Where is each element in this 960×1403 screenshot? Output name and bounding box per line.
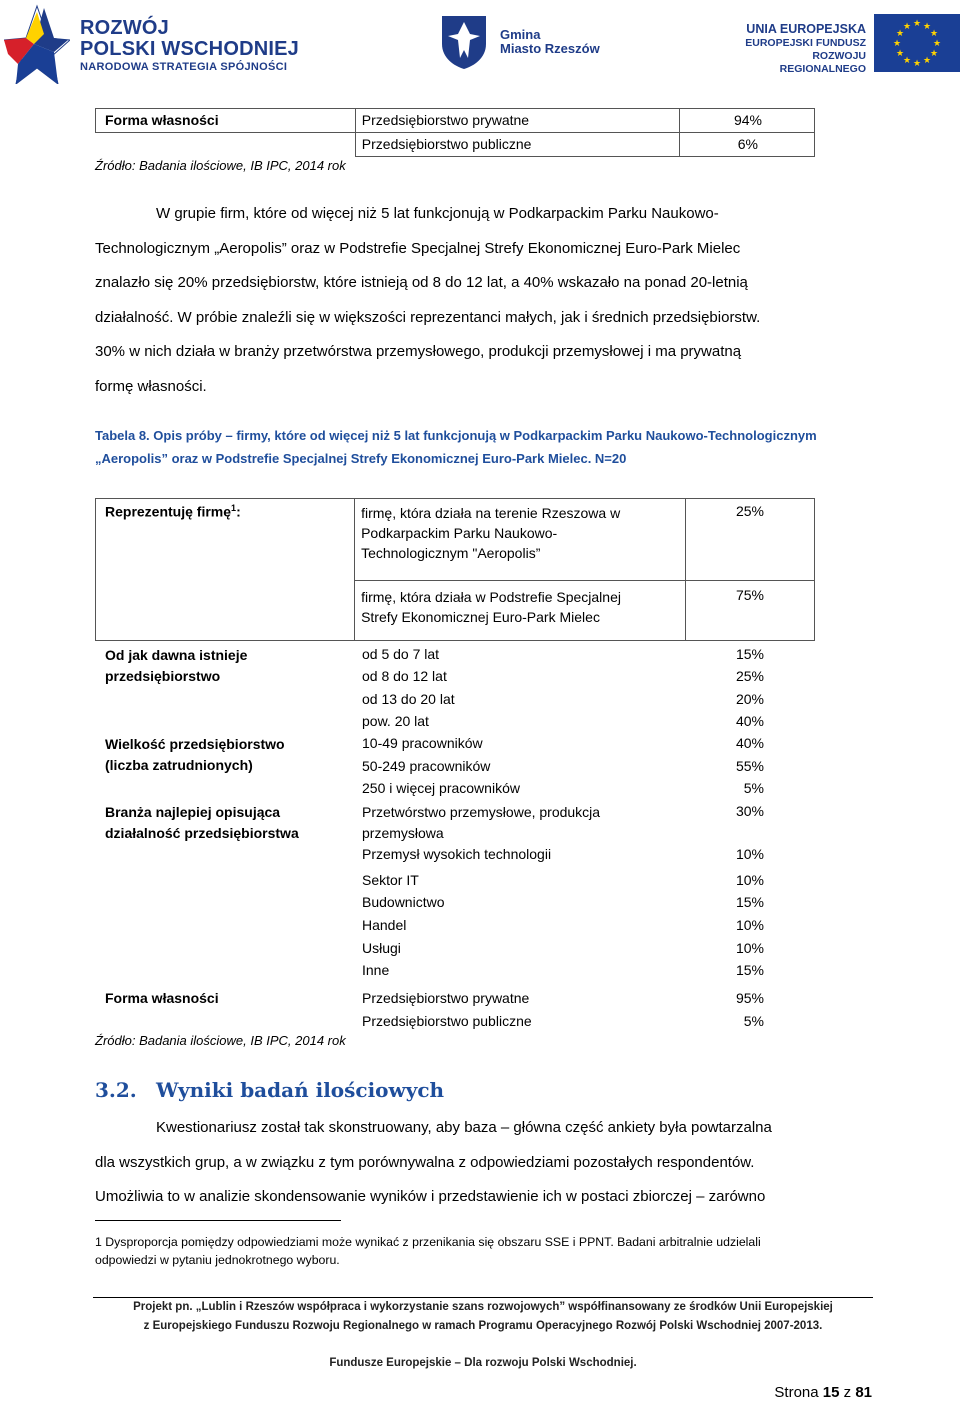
section-title: Wyniki badań ilościowych (156, 1078, 445, 1102)
represent-value: 75% (686, 581, 815, 641)
eu-logo (720, 14, 960, 74)
option-line: przemysłowa (362, 825, 444, 841)
caption-line: „Aeropolis” oraz w Podstrefie Specjalnej Strefy Ekonomicznej Euro-Park Mielec. N=20 (95, 451, 627, 466)
paragraph-line: znalazło się 20% przedsiębiorstw, które istnieją od 8 do 12 lat, a 40% wskazało na ponad 20-letnią (95, 274, 748, 291)
star-logo-icon (4, 2, 70, 84)
paragraph-line: Umożliwia to w analizie skondensowanie wyników i przedstawienie ich w postaci zbiorczej – zarówno (95, 1188, 766, 1205)
page-total: 81 (855, 1384, 872, 1401)
option-line: firmę, która działa na terenie Rzeszowa w (361, 505, 621, 521)
size-value: 55% (735, 758, 764, 774)
svg-text:★: ★ (895, 29, 905, 39)
ownership-option: Przedsiębiorstwo publiczne (362, 1013, 532, 1029)
coat-of-arms-icon (440, 14, 488, 70)
industry-option (362, 802, 600, 844)
footnote-separator (95, 1220, 341, 1221)
logo-right-line3: ROZWOJU REGIONALNEGO (779, 50, 866, 75)
footnote-ref: 1 (231, 503, 237, 513)
ownership-option: Przedsiębiorstwo prywatne (355, 109, 679, 133)
age-value: 25% (735, 668, 764, 684)
logo-mid-line1: Gmina (500, 27, 541, 42)
body-paragraph (95, 1111, 871, 1215)
svg-text:★: ★ (929, 49, 939, 59)
svg-text:★: ★ (932, 39, 942, 49)
industry-option: Przemysł wysokich technologii (362, 846, 552, 862)
paragraph-line: dla wszystkich grup, a w związku z tym porównywalna z odpowiedziami pozostałych respondentów. (95, 1153, 755, 1171)
industry-option: Handel (362, 917, 407, 933)
age-value: 40% (735, 713, 764, 729)
logo-right-text (728, 22, 866, 76)
represent-label-cell (96, 499, 355, 641)
ownership-label: Forma własności (105, 990, 219, 1006)
ownership-label: Forma własności (96, 109, 356, 133)
footnote-text: Dysproporcja pomiędzy odpowiedziami może wynikać z przenikania się obszaru SSE i PPNT. Badani arbitralnie udzielali (101, 1235, 761, 1249)
svg-text:★: ★ (912, 59, 922, 69)
body-paragraph (95, 197, 871, 404)
svg-text:★: ★ (902, 56, 912, 66)
industry-option: Usługi (362, 940, 401, 956)
logo-mid-text (500, 28, 600, 56)
source-note: Źródło: Badania ilościowe, IB IPC, 2014 rok (95, 1033, 346, 1048)
page-number (774, 1384, 872, 1401)
paragraph-line: działalność. W próbie znaleźli się w większości reprezentanci małych, jak i średnich przedsiębiorstw. (95, 308, 761, 326)
logo-mid-line2: Miasto Rzeszów (500, 41, 600, 56)
paragraph-line: Kwestionariusz został tak skonstruowany, aby baza – główna część ankiety była powtarzalna (156, 1119, 772, 1136)
footer-slogan: Fundusze Europejskie – Dla rozwoju Polski Wschodniej. (329, 1357, 637, 1369)
industry-value: 10% (735, 846, 764, 862)
logo-right-line1: UNIA EUROPEJSKA (746, 22, 866, 36)
table-caption (95, 424, 871, 470)
svg-text:★: ★ (922, 22, 932, 32)
logo-right-line2: EUROPEJSKI FUNDUSZ (745, 37, 866, 49)
section-heading (95, 1078, 444, 1102)
size-option: 10-49 pracowników (362, 735, 483, 751)
age-option: od 8 do 12 lat (362, 668, 447, 684)
represent-table (95, 498, 815, 641)
label-line: (liczba zatrudnionych) (105, 757, 253, 773)
footer-project-line1: Projekt pn. „Lublin i Rzeszów współpraca i wykorzystanie szans rozwojowych” współfinansowany ze środków Unii Europejskiej (133, 1301, 833, 1313)
age-value: 15% (735, 646, 764, 662)
industry-value: 30% (735, 803, 764, 819)
paragraph-line: W grupie firm, które od więcej niż 5 lat funkcjonują w Podkarpackim Parku Naukowo- (156, 205, 719, 222)
footnote-line (95, 1233, 871, 1251)
industry-option: Sektor IT (362, 872, 419, 888)
ownership-table-top (95, 108, 815, 157)
eu-flag-icon (874, 14, 960, 72)
section-number: 3.2. (95, 1078, 137, 1102)
label-line: działalność przedsiębiorstwa (105, 825, 299, 841)
industry-option: Inne (362, 962, 390, 978)
industry-option: Budownictwo (362, 894, 445, 910)
age-option: pow. 20 lat (362, 713, 429, 729)
table-row (96, 109, 815, 133)
ownership-option: Przedsiębiorstwo prywatne (362, 990, 530, 1006)
age-option: od 5 do 7 lat (362, 646, 440, 662)
size-option: 250 i więcej pracowników (362, 780, 520, 796)
paragraph-line: formę własności. (95, 377, 207, 395)
option-line: Strefy Ekonomicznej Euro-Park Mielec (361, 609, 600, 625)
logo-left-line3: NARODOWA STRATEGIA SPÓJNOŚCI (80, 61, 288, 73)
ownership-option: Przedsiębiorstwo publiczne (355, 133, 679, 157)
size-label (105, 734, 285, 776)
industry-value: 10% (735, 917, 764, 933)
table-row (96, 133, 815, 157)
ownership-value: 94% (680, 109, 815, 133)
logo-left-text (80, 18, 299, 74)
size-value: 40% (735, 735, 764, 751)
paragraph-line: Technologicznym „Aeropolis” oraz w Podstrefie Specjalnej Strefy Ekonomicznej Euro-Park Mielec (95, 239, 741, 257)
ownership-value: 6% (680, 133, 815, 157)
svg-text:★: ★ (922, 56, 932, 66)
age-label (105, 645, 247, 687)
industry-value: 15% (735, 894, 764, 910)
footnote-number: 1 (95, 1235, 102, 1249)
represent-option (355, 499, 686, 581)
ownership-value: 5% (743, 1013, 764, 1029)
svg-text:★: ★ (929, 29, 939, 39)
svg-text:★: ★ (912, 19, 922, 29)
industry-value: 10% (735, 872, 764, 888)
label-line: Branża najlepiej opisująca (105, 804, 281, 820)
svg-text:★: ★ (902, 22, 912, 32)
label-line: Od jak dawna istnieje (105, 647, 248, 663)
page-header (0, 0, 960, 88)
option-line: Przetwórstwo przemysłowe, produkcja (362, 804, 601, 820)
page-of: z (843, 1384, 852, 1401)
industry-value: 10% (735, 940, 764, 956)
footer-separator (93, 1297, 873, 1298)
logo-left-line1: ROZWÓJ (80, 17, 169, 39)
size-value: 5% (743, 780, 764, 796)
industry-value: 15% (735, 962, 764, 978)
age-option: od 13 do 20 lat (362, 691, 455, 707)
option-line: firmę, która działa w Podstrefie Specjalnej (361, 589, 621, 605)
footnote-line: odpowiedzi w pytaniu jednokrotnego wyboru. (95, 1253, 340, 1267)
page-current: 15 (822, 1384, 840, 1401)
age-value: 20% (735, 691, 764, 707)
represent-label-suffix: : (236, 503, 241, 520)
represent-value: 25% (686, 499, 815, 581)
option-line: Technologicznym "Aeropolis” (361, 545, 541, 561)
option-line: Podkarpackim Parku Naukowo- (361, 525, 558, 541)
rozwoj-polski-wschodniej-logo (4, 2, 304, 82)
ownership-value: 95% (735, 990, 764, 1006)
table-row (96, 499, 815, 581)
svg-text:★: ★ (895, 49, 905, 59)
label-line: przedsiębiorstwo (105, 668, 221, 684)
size-option: 50-249 pracowników (362, 758, 491, 774)
industry-label (105, 802, 299, 844)
label-line: Wielkość przedsiębiorstwo (105, 736, 285, 752)
svg-text:★: ★ (892, 39, 902, 49)
empty-cell (96, 133, 356, 157)
page-prefix: Strona (774, 1384, 819, 1401)
paragraph-line: 30% w nich działa w branży przetwórstwa przemysłowego, produkcji przemysłowej i ma prywatną (95, 343, 742, 360)
logo-left-line2: POLSKI WSCHODNIEJ (80, 38, 299, 60)
represent-option (355, 581, 686, 641)
source-note: Źródło: Badania ilościowe, IB IPC, 2014 rok (95, 158, 346, 173)
represent-label: Reprezentuję firmę (105, 503, 232, 520)
footnote (95, 1233, 871, 1269)
caption-line: Tabela 8. Opis próby – firmy, które od więcej niż 5 lat funkcjonują w Podkarpackim Parku Naukowo-Technologicznym (95, 428, 817, 443)
footer-project-line2: z Europejskiego Funduszu Rozwoju Regionalnego w ramach Programu Operacyjnego Rozwój Polski Wschodniej 2007-2013. (143, 1320, 823, 1332)
